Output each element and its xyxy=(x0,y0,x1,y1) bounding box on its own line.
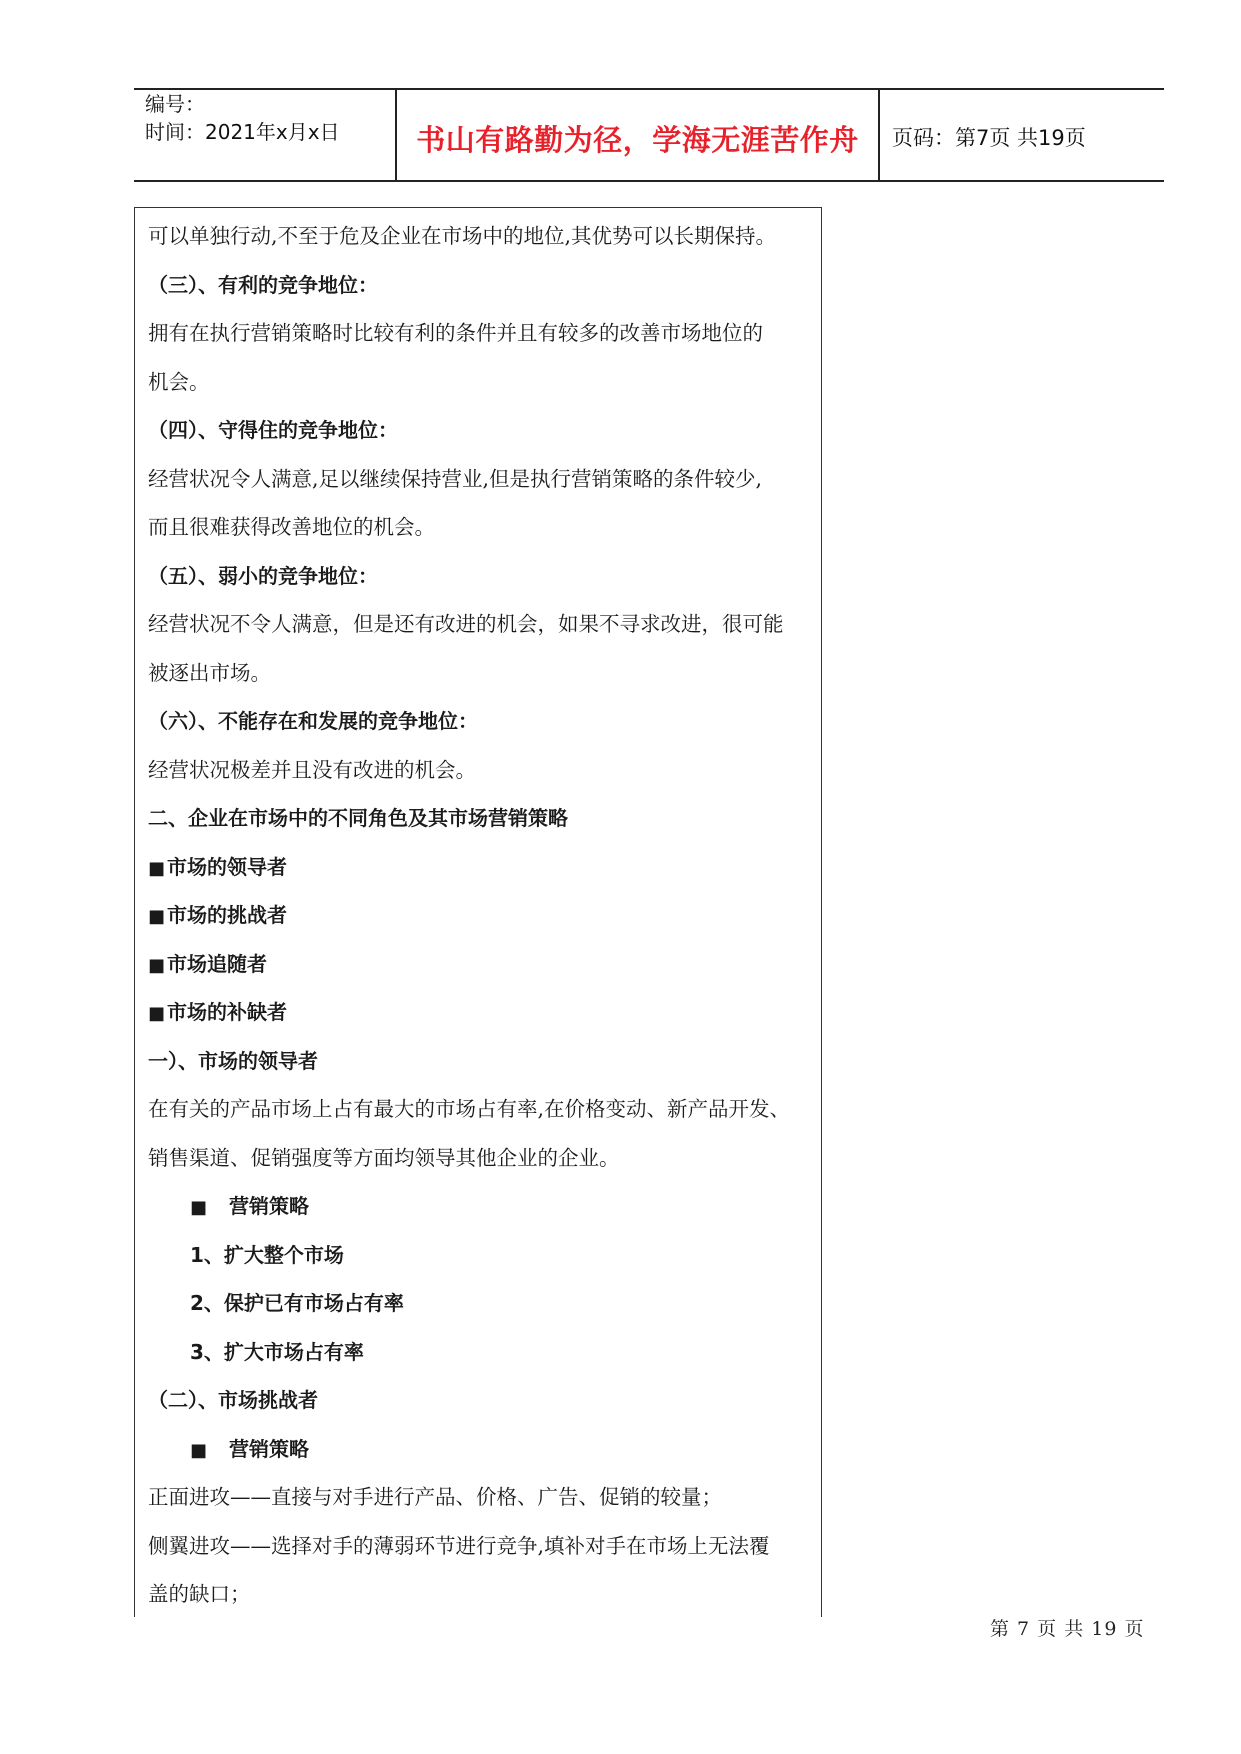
paragraph-line: 经营状况极差并且没有改进的机会。 xyxy=(148,757,476,782)
content-box-left xyxy=(134,207,135,1617)
paragraph-line: 在有关的产品市场上占有最大的市场占有率,在价格变动、新产品开发、 xyxy=(148,1097,791,1121)
paragraph-line: 正面进攻——直接与对手进行产品、价格、广告、促销的较量； xyxy=(148,1485,722,1509)
header-bottom-rule xyxy=(134,180,1164,182)
content-box-top xyxy=(134,207,822,208)
paragraph-line: 拥有在执行营销策略时比较有利的条件并且有较多的改善市场地位的 xyxy=(148,321,763,345)
page-footer: 第 7 页 共 19 页 xyxy=(990,1618,1145,1640)
header-motto: 书山有路勤为径，学海无涯苦作舟 xyxy=(416,123,859,157)
square-bullet-icon: ■ xyxy=(148,857,166,879)
bullet-item xyxy=(148,843,813,892)
square-bullet-icon: ■ xyxy=(148,906,166,927)
square-bullet-icon: ■ xyxy=(148,1003,166,1024)
strategy-heading-text: 营销策略 xyxy=(229,1436,310,1461)
section-heading: 二、企业在市场中的不同角色及其市场营销策略 xyxy=(148,806,568,830)
section-heading: （二）、市场挑战者 xyxy=(148,1388,318,1412)
paragraph-line: 可以单独行动,不至于危及企业在市场中的地位,其优势可以长期保持。 xyxy=(148,224,777,248)
bullet-text: 市场的领导者 xyxy=(167,854,288,879)
bullet-text: 市场的补缺者 xyxy=(167,1000,288,1024)
bullet-text: 市场追随者 xyxy=(167,951,268,976)
paragraph-line: 而且很难获得改善地位的机会。 xyxy=(148,515,435,539)
bullet-text: 市场的挑战者 xyxy=(167,903,288,927)
section-heading: （五）、弱小的竞争地位： xyxy=(148,563,378,588)
bullet-item xyxy=(148,988,813,1037)
doc-time: 时间：2021年x月x日 xyxy=(145,120,340,144)
numbered-item: 1、扩大整个市场 xyxy=(190,1242,344,1267)
section-heading: （三）、有利的竞争地位： xyxy=(148,272,378,297)
bullet-item xyxy=(148,891,813,940)
paragraph-line: 经营状况令人满意,足以继续保持营业,但是执行营销策略的条件较少, xyxy=(148,466,763,491)
paragraph-line: 机会。 xyxy=(148,369,210,394)
header-meta xyxy=(145,90,340,146)
content-box-right xyxy=(821,207,822,1617)
numbered-item: 2、保护已有市场占有率 xyxy=(190,1291,404,1315)
bullet-item xyxy=(148,940,813,989)
document-body xyxy=(148,212,813,1619)
header-divider xyxy=(878,88,880,182)
section-heading: （六）、不能存在和发展的竞争地位： xyxy=(148,709,478,733)
strategy-heading-text: 营销策略 xyxy=(229,1194,310,1218)
strategy-heading xyxy=(148,1182,813,1231)
section-heading: （四）、守得住的竞争地位： xyxy=(148,418,398,442)
strategy-heading xyxy=(148,1425,813,1474)
section-heading: 一）、市场的领导者 xyxy=(148,1048,318,1073)
paragraph-line: 销售渠道、促销强度等方面均领导其他企业的企业。 xyxy=(148,1145,620,1170)
doc-code-label: 编号： xyxy=(145,92,205,116)
paragraph-line: 被逐出市场。 xyxy=(148,660,271,685)
numbered-item: 3、扩大市场占有率 xyxy=(190,1339,364,1364)
square-bullet-icon: ■ xyxy=(190,1439,208,1461)
square-bullet-icon: ■ xyxy=(190,1197,208,1218)
header-page-info: 页码：第7页 共19页 xyxy=(892,126,1086,150)
paragraph-line: 经营状况不令人满意，但是还有改进的机会，如果不寻求改进，很可能 xyxy=(148,612,784,636)
paragraph-line: 侧翼进攻——选择对手的薄弱环节进行竞争,填补对手在市场上无法覆 xyxy=(148,1533,770,1558)
paragraph-line: 盖的缺口； xyxy=(148,1582,251,1606)
square-bullet-icon: ■ xyxy=(148,954,166,976)
